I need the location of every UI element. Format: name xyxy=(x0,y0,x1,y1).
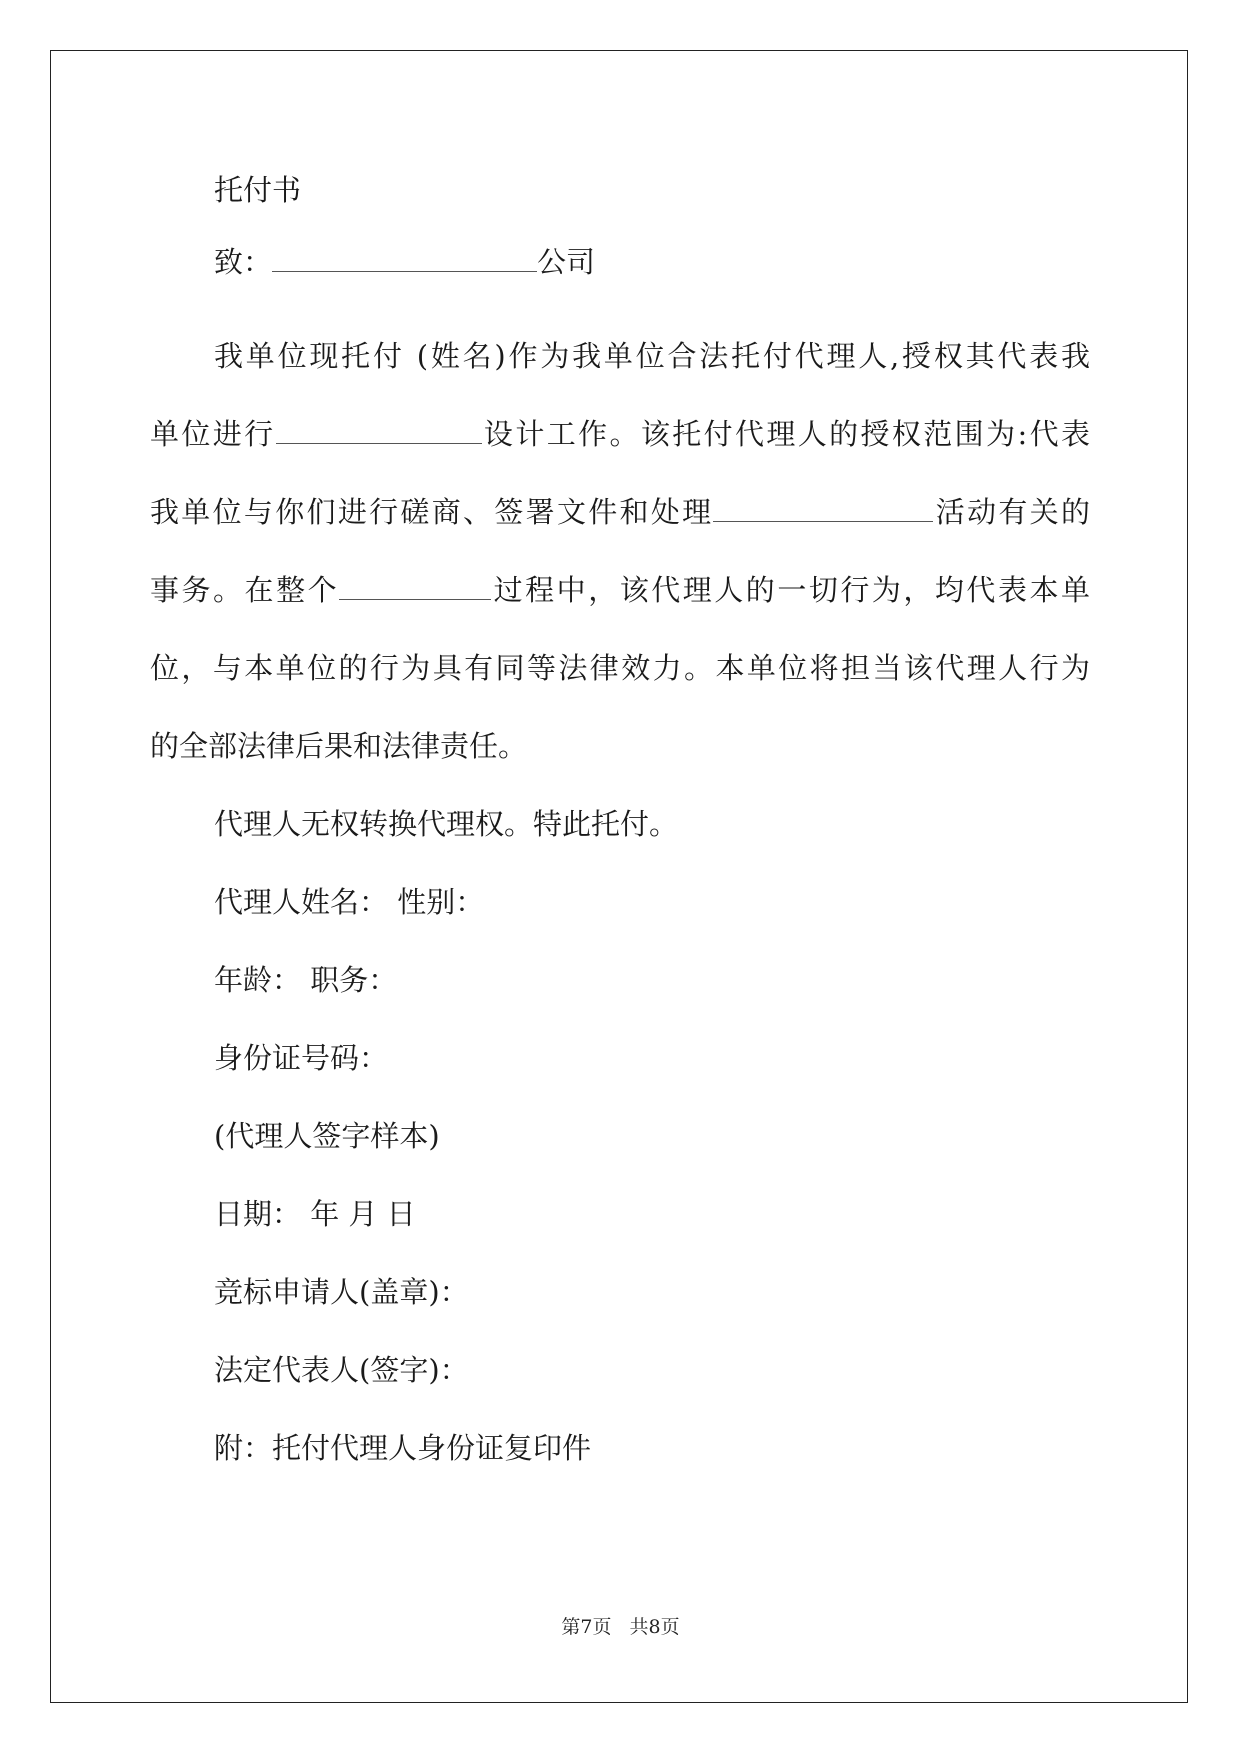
process-blank xyxy=(339,573,491,600)
date-line: 日期： 年 月 日 xyxy=(214,1197,416,1231)
body-line-2-b: 设计工作。该托付代理人的授权范围为:代表 xyxy=(481,417,1090,451)
signature-sample: (代理人签字样本) xyxy=(214,1119,440,1153)
page-footer xyxy=(0,1612,1241,1639)
body-line-2 xyxy=(150,416,1090,452)
attachment-note: 附：托付代理人身份证复印件 xyxy=(214,1431,592,1465)
body-line-3-b: 活动有关的 xyxy=(933,495,1090,529)
addressee-suffix: 公司 xyxy=(537,245,596,279)
applicant-seal: 竞标申请人(盖章)： xyxy=(214,1275,469,1309)
body-line-1: 我单位现托付 (姓名)作为我单位合法托付代理人,授权其代表我 xyxy=(214,339,1090,373)
body-line-6: 的全部法律后果和法律责任。 xyxy=(150,729,528,763)
body-line-4-b: 过程中，该代理人的一切行为，均代表本单 xyxy=(491,573,1090,607)
activity-blank xyxy=(713,495,933,522)
page-number: 第7页 xyxy=(561,1616,612,1638)
body-line-4-a: 事务。在整个 xyxy=(150,573,340,607)
body-line-3 xyxy=(150,494,1090,530)
age-position: 年龄： 职务： xyxy=(214,963,398,997)
addressee-line xyxy=(214,244,595,280)
addressee-prefix: 致： xyxy=(214,245,273,279)
body-line-2-a: 单位进行 xyxy=(150,417,276,451)
body-line-4 xyxy=(150,572,1090,608)
document-title: 托付书 xyxy=(214,173,302,207)
body-line-3-a: 我单位与你们进行磋商、签署文件和处理 xyxy=(150,495,714,529)
page-total: 共8页 xyxy=(629,1616,680,1638)
agent-name-gender: 代理人姓名： 性别： xyxy=(214,885,485,919)
body-line-5: 位，与本单位的行为具有同等法律效力。本单位将担当该代理人行为 xyxy=(150,651,1090,685)
company-blank xyxy=(272,245,537,272)
statement: 代理人无权转换代理权。特此托付。 xyxy=(214,807,679,841)
id-number: 身份证号码： xyxy=(214,1041,389,1075)
design-blank xyxy=(276,417,482,444)
legal-representative: 法定代表人(签字)： xyxy=(214,1353,469,1387)
